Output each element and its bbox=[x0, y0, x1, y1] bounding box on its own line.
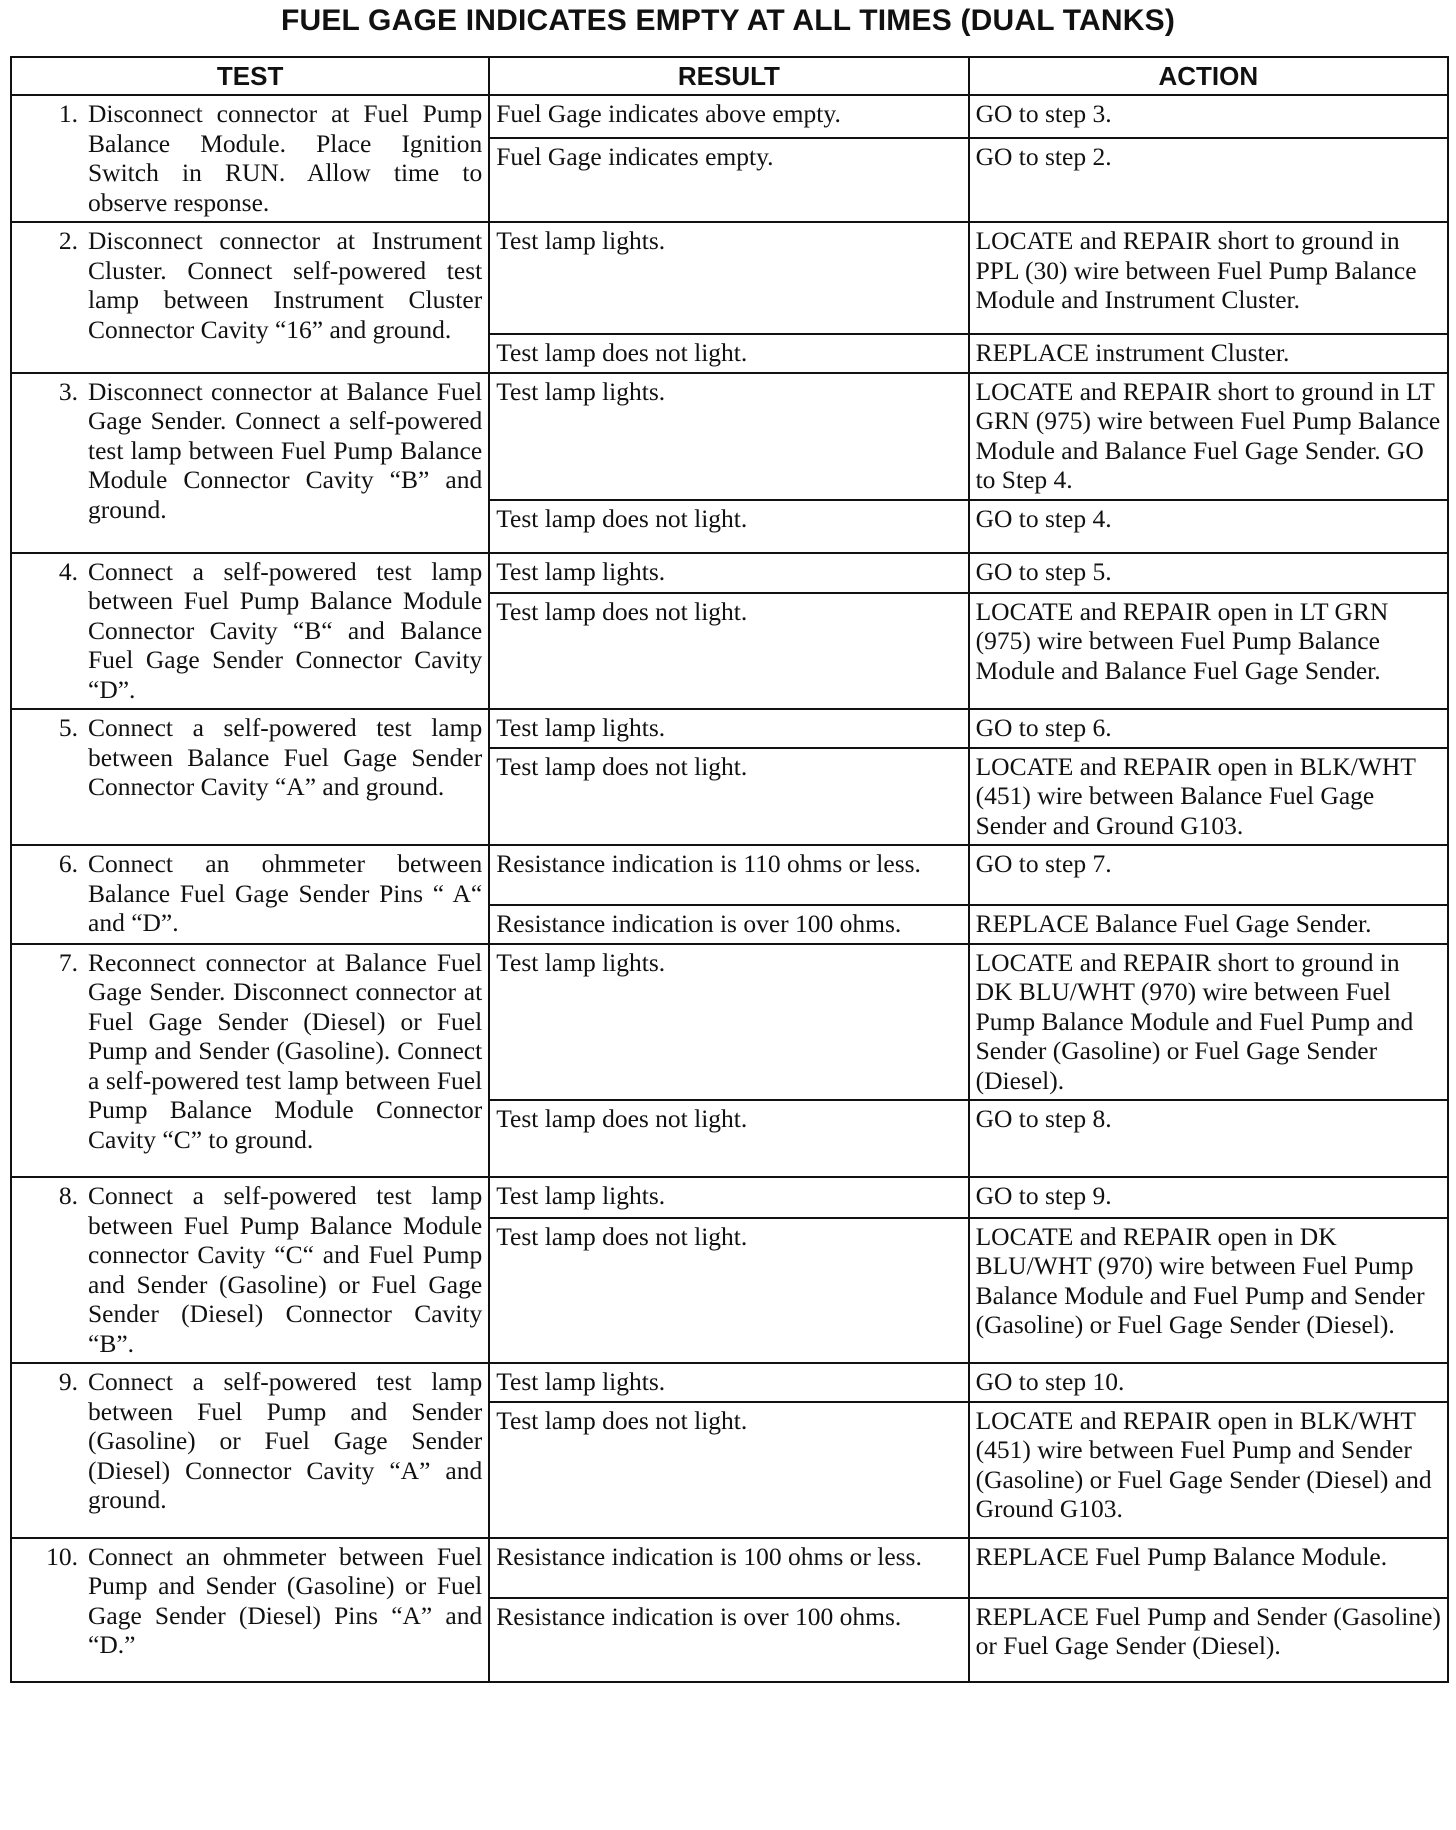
action-cell: LOCATE and REPAIR short to ground in DK BLU/WHT (970) wire between Fuel Pump Balance Module and Fuel Pump and Sender (Gasoline) or Fuel Gage Sender (Diesel). bbox=[969, 944, 1448, 1101]
page-title: FUEL GAGE INDICATES EMPTY AT ALL TIMES (DUAL TANKS) bbox=[280, 4, 1176, 37]
test-text: Connect an ohmmeter between Balance Fuel Gage Sender Pins “ A“ and “D”. bbox=[88, 849, 483, 937]
action-cell: LOCATE and REPAIR short to ground in LT GRN (975) wire between Fuel Pump Balance Module and Balance Fuel Gage Sender. GO to Step 4. bbox=[969, 373, 1448, 500]
result-cell: Test lamp lights. bbox=[489, 1177, 968, 1218]
action-cell: GO to step 4. bbox=[969, 500, 1448, 553]
result-cell: Test lamp lights. bbox=[489, 1363, 968, 1402]
table-body bbox=[11, 95, 1448, 1682]
action-cell: GO to step 8. bbox=[969, 1100, 1448, 1177]
result-cell: Test lamp does not light. bbox=[489, 1402, 968, 1538]
test-cell bbox=[11, 845, 489, 944]
test-text: Connect an ohmmeter between Fuel Pump and Sender (Gasoline) or Fuel Gage Sender (Diesel) Pins “A” and “D.” bbox=[88, 1541, 483, 1659]
result-cell: Resistance indication is 110 ohms or less. bbox=[489, 845, 968, 905]
step-number: 9. bbox=[58, 1367, 78, 1396]
test-text: Connect a self-powered test lamp between Fuel Pump Balance Module Connector Cavity “B“ and Balance Fuel Gage Sender Connector Cavity “D”. bbox=[88, 556, 483, 704]
table-row bbox=[11, 1363, 1448, 1402]
action-cell: REPLACE instrument Cluster. bbox=[969, 334, 1448, 373]
step-number: 1. bbox=[58, 99, 78, 128]
table-row bbox=[11, 553, 1448, 593]
result-cell: Test lamp lights. bbox=[489, 709, 968, 748]
table-row bbox=[11, 845, 1448, 905]
result-cell: Test lamp lights. bbox=[489, 553, 968, 593]
test-text: Disconnect connector at Instrument Cluster. Connect self-powered test lamp between Instrument Cluster Connector Cavity “16” and ground. bbox=[88, 226, 483, 344]
action-cell: LOCATE and REPAIR open in BLK/WHT (451) wire between Fuel Pump and Sender (Gasoline) or Fuel Gage Sender (Diesel) and Ground G103. bbox=[969, 1402, 1448, 1538]
test-cell bbox=[11, 1538, 489, 1682]
result-cell: Test lamp lights. bbox=[489, 373, 968, 500]
step-number: 8. bbox=[58, 1181, 78, 1210]
test-text: Disconnect connector at Balance Fuel Gage Sender. Connect a self-powered test lamp between Fuel Pump Balance Module Connector Cavity “B” and ground. bbox=[88, 376, 483, 524]
result-cell: Resistance indication is 100 ohms or less. bbox=[489, 1538, 968, 1598]
test-text: Connect a self-powered test lamp between Balance Fuel Gage Sender Connector Cavity “A” and ground. bbox=[88, 713, 483, 801]
table-row bbox=[11, 944, 1448, 1101]
header-row bbox=[11, 57, 1448, 95]
test-cell bbox=[11, 222, 489, 373]
table-row bbox=[11, 1177, 1448, 1218]
table-row bbox=[11, 1538, 1448, 1598]
column-header-test: TEST bbox=[11, 57, 489, 95]
step-number: 3. bbox=[58, 376, 78, 406]
result-cell: Test lamp does not light. bbox=[489, 1100, 968, 1177]
test-text: Connect a self-powered test lamp between Fuel Pump Balance Module connector Cavity “C“ and Fuel Pump and Sender (Gasoline) or Fuel Gage Sender (Diesel) Connector Cavity “B”. bbox=[88, 1181, 483, 1358]
action-cell: GO to step 2. bbox=[969, 138, 1448, 222]
result-cell: Resistance indication is over 100 ohms. bbox=[489, 1598, 968, 1682]
action-cell: REPLACE Fuel Pump Balance Module. bbox=[969, 1538, 1448, 1598]
test-cell bbox=[11, 553, 489, 710]
action-cell: LOCATE and REPAIR open in DK BLU/WHT (970) wire between Fuel Pump Balance Module and Fuel Pump and Sender (Gasoline) or Fuel Gage Sender (Diesel). bbox=[969, 1218, 1448, 1363]
result-cell: Resistance indication is over 100 ohms. bbox=[489, 905, 968, 944]
result-cell: Fuel Gage indicates empty. bbox=[489, 138, 968, 222]
result-cell: Test lamp does not light. bbox=[489, 500, 968, 553]
action-cell: REPLACE Fuel Pump and Sender (Gasoline) or Fuel Gage Sender (Diesel). bbox=[969, 1598, 1448, 1682]
test-cell bbox=[11, 1363, 489, 1538]
test-text: Connect a self-powered test lamp between Fuel Pump and Sender (Gasoline) or Fuel Gage Sender (Diesel) Connector Cavity “A” and ground. bbox=[88, 1367, 483, 1514]
action-cell: GO to step 9. bbox=[969, 1177, 1448, 1218]
test-text: Reconnect connector at Balance Fuel Gage Sender. Disconnect connector at Fuel Gage Sender (Diesel) or Fuel Pump and Sender (Gasoline). Connect a self-powered test lamp between Fuel Pump Balance Module Connector Cavity “C” to ground. bbox=[88, 947, 483, 1154]
step-number: 5. bbox=[58, 713, 78, 742]
action-cell: GO to step 10. bbox=[969, 1363, 1448, 1402]
step-number: 2. bbox=[58, 226, 78, 255]
table-row bbox=[11, 373, 1448, 500]
table-row bbox=[11, 95, 1448, 138]
result-cell: Test lamp does not light. bbox=[489, 1218, 968, 1363]
column-header-result: RESULT bbox=[489, 57, 968, 95]
step-number: 6. bbox=[58, 849, 78, 878]
test-cell bbox=[11, 373, 489, 553]
diagnostic-table bbox=[10, 56, 1449, 1683]
test-cell bbox=[11, 1177, 489, 1363]
step-number: 4. bbox=[58, 556, 78, 586]
action-cell: LOCATE and REPAIR open in LT GRN (975) wire between Fuel Pump Balance Module and Balance Fuel Gage Sender. bbox=[969, 593, 1448, 709]
result-cell: Test lamp does not light. bbox=[489, 748, 968, 846]
test-cell bbox=[11, 709, 489, 845]
column-header-action: ACTION bbox=[969, 57, 1448, 95]
action-cell: GO to step 3. bbox=[969, 95, 1448, 138]
test-cell bbox=[11, 944, 489, 1178]
action-cell: GO to step 5. bbox=[969, 553, 1448, 593]
action-cell: LOCATE and REPAIR short to ground in PPL (30) wire between Fuel Pump Balance Module and Instrument Cluster. bbox=[969, 222, 1448, 334]
result-cell: Test lamp lights. bbox=[489, 222, 968, 334]
result-cell: Test lamp does not light. bbox=[489, 593, 968, 709]
step-number: 10. bbox=[46, 1541, 78, 1571]
table-row bbox=[11, 709, 1448, 748]
step-number: 7. bbox=[58, 947, 78, 977]
test-text: Disconnect connector at Fuel Pump Balance Module. Place Ignition Switch in RUN. Allow time to observe response. bbox=[88, 99, 483, 217]
result-cell: Test lamp lights. bbox=[489, 944, 968, 1101]
result-cell: Fuel Gage indicates above empty. bbox=[489, 95, 968, 138]
test-cell bbox=[11, 95, 489, 222]
table-row bbox=[11, 222, 1448, 334]
action-cell: GO to step 6. bbox=[969, 709, 1448, 748]
action-cell: REPLACE Balance Fuel Gage Sender. bbox=[969, 905, 1448, 944]
action-cell: LOCATE and REPAIR open in BLK/WHT (451) wire between Balance Fuel Gage Sender and Ground G103. bbox=[969, 748, 1448, 846]
action-cell: GO to step 7. bbox=[969, 845, 1448, 905]
result-cell: Test lamp does not light. bbox=[489, 334, 968, 373]
